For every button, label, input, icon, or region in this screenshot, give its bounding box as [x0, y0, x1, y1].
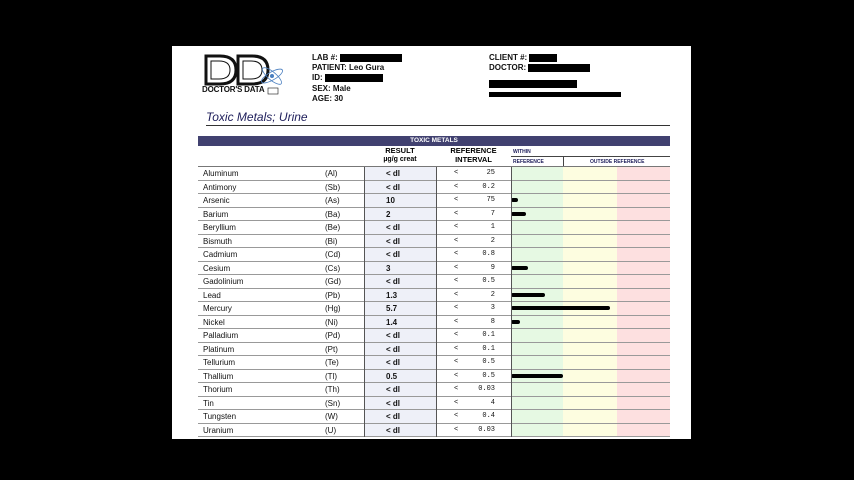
less-than-sign: < [454, 290, 459, 299]
table-row [198, 302, 670, 316]
less-than-sign: < [454, 425, 459, 434]
metal-name: Palladium [203, 331, 239, 340]
result-value: < dl [386, 358, 401, 367]
result-value: 0.5 [386, 371, 398, 381]
metal-symbol: (Te) [325, 358, 339, 367]
metal-symbol: (Pb) [325, 290, 341, 300]
table-row [198, 248, 670, 262]
sex-line: SEX: Male [312, 83, 351, 93]
metal-name: Nickel [203, 317, 225, 327]
result-value: 10 [386, 196, 395, 205]
result-bar [511, 374, 563, 378]
table-row [198, 221, 670, 235]
metal-symbol: (Pd) [325, 331, 341, 340]
patient-line: PATIENT: Leo Gura [312, 63, 385, 73]
patient-info-block [312, 53, 402, 104]
less-than-sign: < [454, 385, 459, 393]
metal-name: Tellurium [203, 358, 236, 367]
metal-name: Tin [203, 398, 214, 408]
patient-name: Leo Gura [349, 63, 385, 73]
metal-symbol: (Hg) [325, 304, 341, 313]
client-line: CLIENT #: [489, 53, 621, 63]
table-row [198, 397, 670, 411]
metal-symbol: (Th) [325, 385, 340, 394]
reference-value: 4 [490, 398, 495, 407]
result-value: < dl [386, 223, 401, 232]
metal-symbol: (Ni) [325, 317, 338, 327]
redaction-bar [528, 64, 590, 72]
metal-name: Thallium [203, 371, 234, 381]
reference-value: 2 [490, 236, 495, 245]
table-row [198, 181, 670, 195]
result-value: < dl [386, 250, 401, 259]
metal-symbol: (Sb) [325, 182, 341, 192]
result-value: < dl [386, 385, 401, 394]
result-value: < dl [386, 398, 401, 408]
table-row [198, 356, 670, 370]
metal-name: Lead [203, 290, 221, 300]
reference-value: 0.5 [482, 358, 495, 366]
metal-symbol: (As) [325, 196, 340, 205]
metal-name: Mercury [203, 304, 232, 313]
metal-symbol: (Pt) [325, 344, 338, 354]
reference-value: 0.1 [482, 344, 495, 353]
less-than-sign: < [454, 169, 459, 177]
result-bar [511, 266, 528, 270]
result-value: < dl [386, 412, 401, 421]
table-row [198, 208, 670, 222]
metal-name: Antimony [203, 182, 237, 192]
less-than-sign: < [454, 182, 459, 191]
reference-value: 0.03 [478, 385, 495, 393]
table-row [198, 262, 670, 276]
less-than-sign: < [454, 196, 459, 204]
reference-value: 0.5 [482, 371, 495, 380]
table-row [198, 370, 670, 384]
table-row [198, 424, 670, 438]
metal-symbol: (Ba) [325, 209, 341, 219]
metal-name: Cadmium [203, 250, 238, 259]
within-label: WITHIN [513, 149, 531, 155]
less-than-sign: < [454, 371, 459, 380]
table-row [198, 329, 670, 343]
metal-name: Arsenic [203, 196, 230, 205]
logo-wordmark: DOCTOR'S DATA [202, 85, 265, 94]
table-title-bar: TOXIC METALS [198, 136, 670, 146]
redaction-bar [489, 80, 577, 88]
redaction-bar [340, 54, 402, 62]
reference-value: 0.03 [478, 425, 495, 434]
table-body [198, 167, 670, 437]
outside-reference-label: OUTSIDE REFERENCE [590, 159, 645, 165]
doctor-line: DOCTOR: [489, 63, 621, 73]
client-info-block [489, 53, 621, 100]
metal-name: Beryllium [203, 223, 236, 232]
reference-value: 0.2 [482, 182, 495, 191]
result-bar [511, 320, 520, 324]
metal-symbol: (Be) [325, 223, 341, 232]
table-row [198, 194, 670, 208]
result-value: < dl [386, 331, 401, 340]
result-value: < dl [386, 236, 401, 246]
table-row [198, 410, 670, 424]
less-than-sign: < [454, 250, 459, 258]
result-value: 1.3 [386, 290, 398, 300]
redaction-bar [325, 74, 383, 82]
column-headers [198, 146, 670, 167]
metal-name: Tungsten [203, 412, 237, 421]
age-line: AGE: 30 [312, 93, 344, 103]
report-page [172, 46, 691, 439]
reference-value: 9 [490, 263, 495, 272]
reference-value: 8 [490, 317, 495, 326]
table-row [198, 235, 670, 249]
table-row [198, 167, 670, 181]
result-bar [511, 293, 545, 297]
metal-name: Gadolinium [203, 277, 244, 286]
less-than-sign: < [454, 209, 459, 218]
table-row [198, 289, 670, 303]
less-than-sign: < [454, 344, 459, 353]
metal-name: Barium [203, 209, 229, 219]
metal-symbol: (Tl) [325, 371, 337, 381]
less-than-sign: < [454, 263, 459, 272]
less-than-sign: < [454, 223, 459, 231]
metal-name: Platinum [203, 344, 235, 354]
metal-name: Bismuth [203, 236, 232, 246]
metal-symbol: (W) [325, 412, 338, 421]
metal-symbol: (U) [325, 425, 337, 435]
metal-symbol: (Cd) [325, 250, 341, 259]
result-value: < dl [386, 182, 401, 192]
metal-name: Thorium [203, 385, 233, 394]
id-line: ID: [312, 73, 402, 83]
result-value: 2 [386, 209, 391, 219]
less-than-sign: < [454, 304, 459, 312]
less-than-sign: < [454, 331, 459, 339]
reference-value: 7 [490, 209, 495, 218]
less-than-sign: < [454, 398, 459, 407]
lab-number-line: LAB #: [312, 53, 402, 63]
title-divider [206, 125, 670, 126]
reference-value: 0.4 [482, 412, 495, 420]
less-than-sign: < [454, 277, 459, 285]
less-than-sign: < [454, 317, 459, 326]
reference-value: 0.5 [482, 277, 495, 285]
result-value: < dl [386, 425, 401, 435]
toxic-metals-table [198, 136, 670, 437]
reference-value: 0.1 [482, 331, 495, 339]
table-row [198, 275, 670, 289]
section-title: Toxic Metals; Urine [206, 110, 308, 124]
metal-name: Cesium [203, 263, 231, 273]
result-bar [511, 198, 518, 202]
reference-value: 2 [490, 290, 495, 299]
reference-column-header: REFERENCE INTERVAL [450, 146, 497, 164]
reference-value: 75 [486, 196, 495, 204]
less-than-sign: < [454, 412, 459, 420]
result-value: < dl [386, 277, 401, 286]
result-value: < dl [386, 169, 401, 178]
result-bar [511, 212, 526, 216]
result-value: 3 [386, 263, 391, 273]
reference-value: 25 [486, 169, 495, 177]
reference-value: 3 [490, 304, 495, 312]
result-value: 1.4 [386, 317, 398, 327]
table-row [198, 383, 670, 397]
metal-name: Uranium [203, 425, 234, 435]
table-row [198, 316, 670, 330]
reference-value: 0.8 [482, 250, 495, 258]
less-than-sign: < [454, 358, 459, 366]
result-value: < dl [386, 344, 401, 354]
metal-symbol: (Cs) [325, 263, 341, 273]
metal-name: Aluminum [203, 169, 239, 178]
result-value: 5.7 [386, 304, 398, 313]
table-row [198, 343, 670, 357]
redaction-bar [529, 54, 557, 62]
metal-symbol: (Sn) [325, 398, 341, 408]
redaction-bar [489, 92, 621, 97]
less-than-sign: < [454, 236, 459, 245]
result-column-header: RESULT µg/g creat [383, 146, 417, 163]
metal-symbol: (Al) [325, 169, 338, 178]
reference-value: 1 [490, 223, 495, 231]
metal-symbol: (Gd) [325, 277, 341, 286]
within-reference-label: REFERENCE [513, 159, 544, 165]
metal-symbol: (Bi) [325, 236, 338, 246]
result-bar [511, 306, 610, 310]
